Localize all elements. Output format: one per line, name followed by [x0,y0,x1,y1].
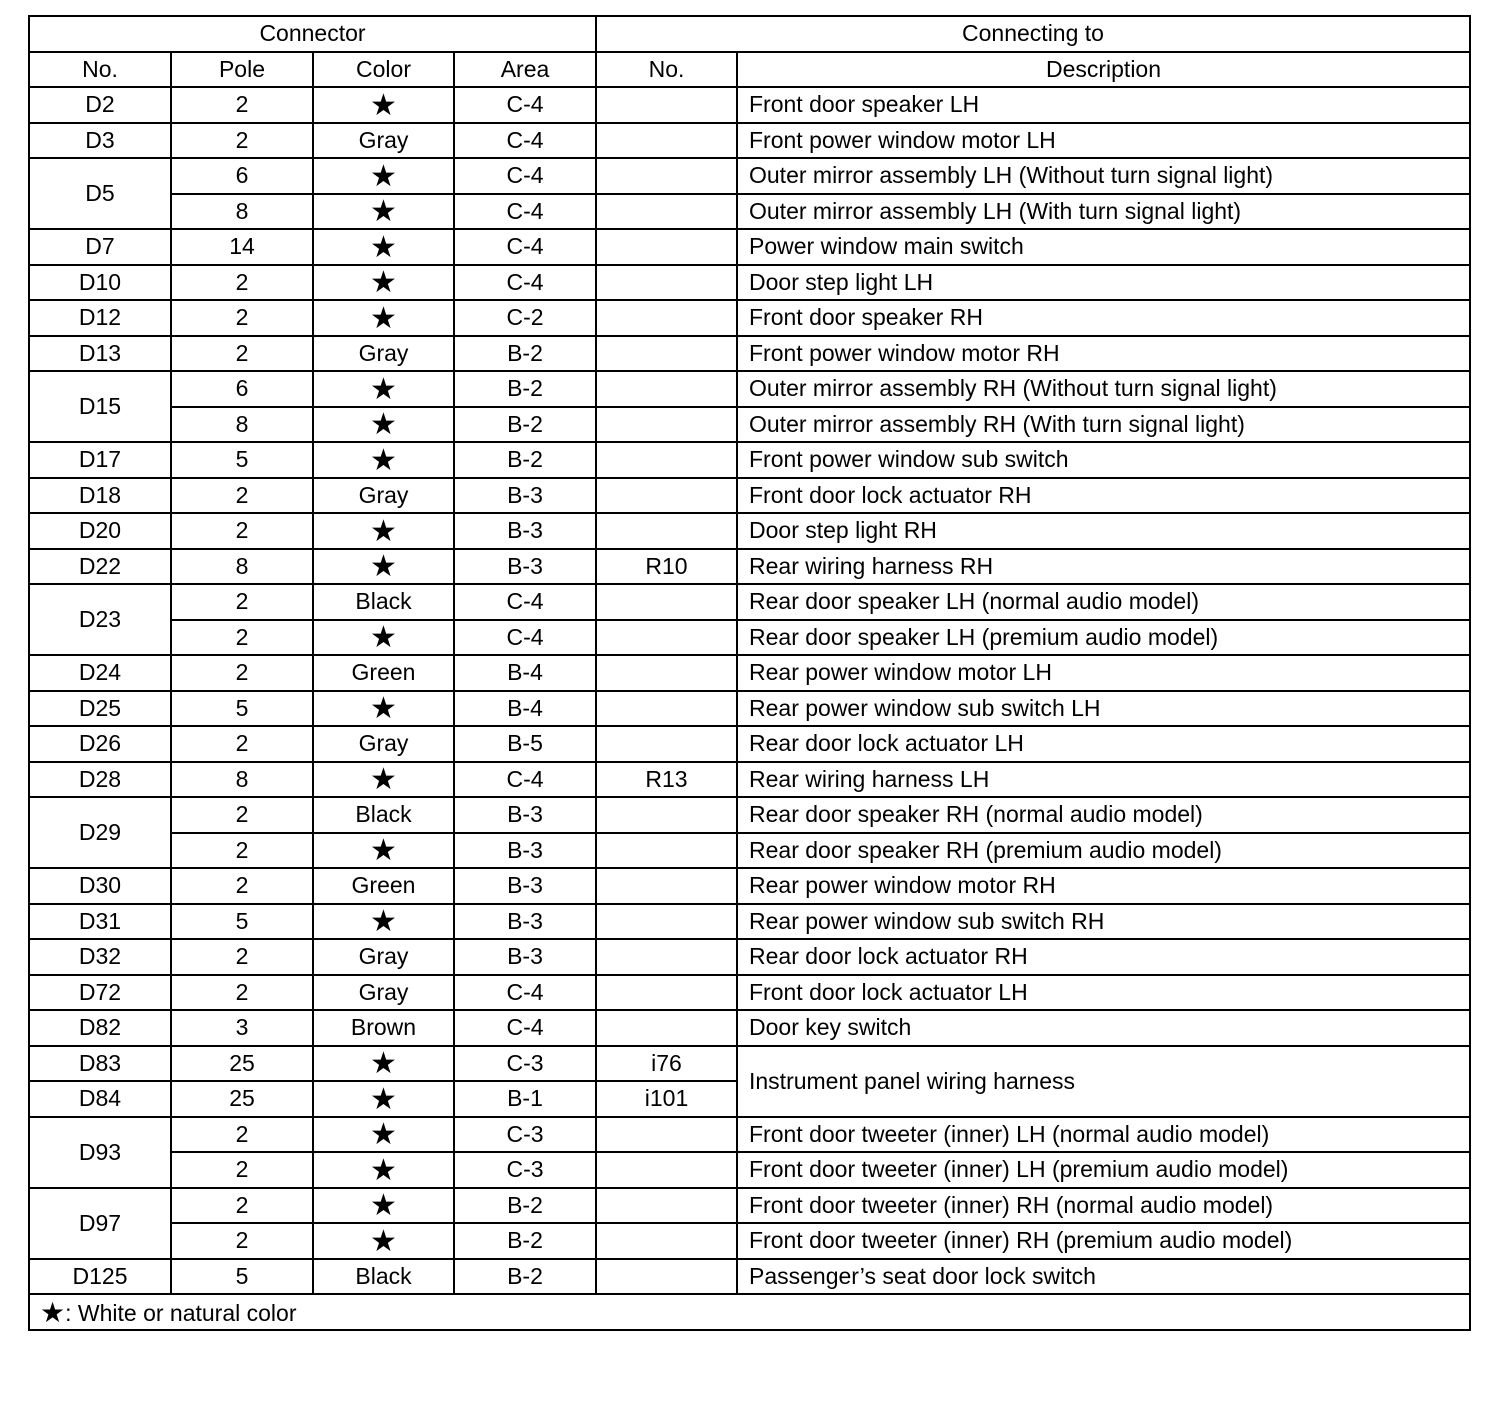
area-code: B-3 [454,478,596,514]
table-row [29,336,1470,372]
description: Rear power window motor RH [737,868,1470,904]
legend [29,1294,1470,1330]
connecting-no [596,797,737,833]
table-row [29,868,1470,904]
connecting-no [596,1259,737,1295]
description: Rear door speaker RH (normal audio model) [737,797,1470,833]
star-icon: ★ [40,1296,66,1328]
pole-count: 2 [171,300,313,336]
connector-no: D125 [29,1259,171,1295]
pole-count: 8 [171,194,313,230]
star-icon: ★ [370,1118,397,1152]
color-cell [313,1117,454,1153]
connecting-no [596,868,737,904]
area-code: C-4 [454,975,596,1011]
table-row [29,158,1470,194]
connector-no: D20 [29,513,171,549]
connector-no: D17 [29,442,171,478]
description: Front door lock actuator RH [737,478,1470,514]
description: Front door speaker LH [737,87,1470,123]
connector-no: D93 [29,1117,171,1188]
table-row [29,442,1470,478]
connecting-no [596,371,737,407]
header-no: No. [29,52,171,88]
color-value: Black [313,1259,454,1295]
star-icon: ★ [370,230,397,264]
connector-no: D72 [29,975,171,1011]
description: Door step light LH [737,265,1470,301]
color-cell [313,549,454,585]
pole-count: 14 [171,229,313,265]
connector-no: D31 [29,904,171,940]
color-cell [313,1188,454,1224]
table-row [29,407,1470,443]
color-cell [313,1152,454,1188]
connecting-no [596,975,737,1011]
table-row [29,1188,1470,1224]
area-code: B-1 [454,1081,596,1117]
pole-count: 2 [171,1152,313,1188]
area-code: C-4 [454,123,596,159]
color-cell [313,229,454,265]
table-row [29,620,1470,656]
area-code: B-2 [454,407,596,443]
area-code: C-3 [454,1046,596,1082]
table-row [29,1010,1470,1046]
color-value: Gray [313,975,454,1011]
color-value: Gray [313,123,454,159]
area-code: C-4 [454,584,596,620]
pole-count: 2 [171,655,313,691]
connecting-no [596,620,737,656]
color-cell [313,762,454,798]
area-code: B-3 [454,797,596,833]
connector-no: D97 [29,1188,171,1259]
connecting-no [596,1223,737,1259]
area-code: B-3 [454,904,596,940]
connector-no: D2 [29,87,171,123]
pole-count: 2 [171,478,313,514]
pole-count: 2 [171,1117,313,1153]
header-connecting-to: Connecting to [596,16,1470,52]
description: Door step light RH [737,513,1470,549]
connecting-no [596,904,737,940]
header-area: Area [454,52,596,88]
color-value: Green [313,868,454,904]
description: Rear door speaker RH (premium audio model) [737,833,1470,869]
color-value: Brown [313,1010,454,1046]
pole-count: 2 [171,833,313,869]
header-pole: Pole [171,52,313,88]
table-row [29,1223,1470,1259]
pole-count: 2 [171,868,313,904]
table-row [29,762,1470,798]
area-code: C-4 [454,194,596,230]
connector-no: D30 [29,868,171,904]
area-code: B-4 [454,691,596,727]
star-icon: ★ [370,550,397,584]
connecting-no [596,407,737,443]
pole-count: 8 [171,762,313,798]
connector-no: D83 [29,1046,171,1082]
connector-no: D22 [29,549,171,585]
star-icon: ★ [370,1224,397,1258]
star-icon: ★ [370,301,397,335]
color-value: Gray [313,939,454,975]
description: Instrument panel wiring harness [737,1046,1470,1117]
connecting-no [596,1117,737,1153]
description: Rear wiring harness LH [737,762,1470,798]
description: Door key switch [737,1010,1470,1046]
pole-count: 2 [171,265,313,301]
description: Front door lock actuator LH [737,975,1470,1011]
pole-count: 2 [171,1188,313,1224]
area-code: C-4 [454,87,596,123]
star-icon: ★ [370,88,397,122]
connector-no: D28 [29,762,171,798]
table-row [29,797,1470,833]
table-row [29,1046,1470,1082]
table-row [29,123,1470,159]
table-row [29,265,1470,301]
legend-row [29,1294,1470,1330]
connector-no: D10 [29,265,171,301]
connecting-no [596,833,737,869]
connecting-no [596,87,737,123]
table-row [29,1117,1470,1153]
description: Outer mirror assembly RH (With turn signal light) [737,407,1470,443]
color-cell [313,833,454,869]
pole-count: 5 [171,442,313,478]
color-cell [313,620,454,656]
color-cell [313,442,454,478]
star-icon: ★ [370,763,397,797]
table-row [29,478,1470,514]
color-cell [313,158,454,194]
description: Outer mirror assembly LH (Without turn signal light) [737,158,1470,194]
connecting-no: R13 [596,762,737,798]
connecting-no [596,513,737,549]
description: Outer mirror assembly RH (Without turn signal light) [737,371,1470,407]
pole-count: 2 [171,620,313,656]
color-cell [313,1081,454,1117]
star-icon: ★ [370,621,397,655]
star-icon: ★ [370,195,397,229]
header-conn-no: No. [596,52,737,88]
connecting-no [596,939,737,975]
area-code: B-3 [454,939,596,975]
star-icon: ★ [370,905,397,939]
connector-no: D29 [29,797,171,868]
description: Power window main switch [737,229,1470,265]
connecting-no [596,442,737,478]
table-row [29,1152,1470,1188]
area-code: B-2 [454,1188,596,1224]
connecting-no [596,123,737,159]
pole-count: 5 [171,1259,313,1295]
description: Rear wiring harness RH [737,549,1470,585]
color-value: Black [313,584,454,620]
description: Rear door speaker LH (premium audio model) [737,620,1470,656]
connecting-no [596,1188,737,1224]
pole-count: 8 [171,549,313,585]
column-header-row [29,52,1470,88]
color-cell [313,371,454,407]
star-icon: ★ [370,1047,397,1081]
pole-count: 25 [171,1081,313,1117]
color-cell [313,407,454,443]
area-code: B-2 [454,371,596,407]
description: Rear power window motor LH [737,655,1470,691]
description: Rear door speaker LH (normal audio model) [737,584,1470,620]
color-cell [313,87,454,123]
description: Rear power window sub switch LH [737,691,1470,727]
connector-no: D24 [29,655,171,691]
connector-no: D5 [29,158,171,229]
table-row [29,726,1470,762]
area-code: B-2 [454,1223,596,1259]
table-row [29,1259,1470,1295]
area-code: C-4 [454,620,596,656]
star-icon: ★ [370,159,397,193]
area-code: B-3 [454,833,596,869]
pole-count: 2 [171,726,313,762]
pole-count: 8 [171,407,313,443]
area-code: B-2 [454,1259,596,1295]
color-cell [313,265,454,301]
connecting-no [596,1010,737,1046]
connecting-no [596,300,737,336]
connecting-no [596,158,737,194]
connecting-no [596,265,737,301]
connector-no: D13 [29,336,171,372]
connecting-no [596,726,737,762]
pole-count: 25 [171,1046,313,1082]
table-row [29,87,1470,123]
area-code: C-4 [454,762,596,798]
star-icon: ★ [370,692,397,726]
star-icon: ★ [370,834,397,868]
color-cell [313,300,454,336]
area-code: C-3 [454,1152,596,1188]
area-code: B-3 [454,868,596,904]
description: Rear door lock actuator RH [737,939,1470,975]
connector-no: D32 [29,939,171,975]
header-description: Description [737,52,1470,88]
table-row [29,194,1470,230]
header-connector: Connector [29,16,596,52]
connector-no: D23 [29,584,171,655]
area-code: C-4 [454,158,596,194]
pole-count: 2 [171,975,313,1011]
pole-count: 2 [171,513,313,549]
description: Passenger’s seat door lock switch [737,1259,1470,1295]
group-header-row [29,16,1470,52]
connector-table [28,15,1471,1331]
area-code: B-3 [454,513,596,549]
color-cell [313,513,454,549]
table-row [29,655,1470,691]
description: Front door tweeter (inner) RH (normal audio model) [737,1188,1470,1224]
pole-count: 2 [171,797,313,833]
description: Front power window motor RH [737,336,1470,372]
table-row [29,549,1470,585]
color-value: Green [313,655,454,691]
pole-count: 6 [171,158,313,194]
description: Rear door lock actuator LH [737,726,1470,762]
star-icon: ★ [370,1082,397,1116]
connecting-no [596,478,737,514]
description: Front door tweeter (inner) LH (normal audio model) [737,1117,1470,1153]
area-code: B-5 [454,726,596,762]
connecting-no: i76 [596,1046,737,1082]
area-code: C-3 [454,1117,596,1153]
connecting-no: i101 [596,1081,737,1117]
connector-no: D7 [29,229,171,265]
color-cell [313,194,454,230]
star-icon: ★ [370,408,397,442]
connector-no: D84 [29,1081,171,1117]
description: Outer mirror assembly LH (With turn signal light) [737,194,1470,230]
connecting-no [596,655,737,691]
connecting-no [596,691,737,727]
pole-count: 2 [171,336,313,372]
star-icon: ★ [370,443,397,477]
pole-count: 2 [171,1223,313,1259]
table-row [29,833,1470,869]
area-code: C-4 [454,265,596,301]
connecting-no [596,336,737,372]
star-icon: ★ [370,1153,397,1187]
area-code: B-4 [454,655,596,691]
table-row [29,691,1470,727]
connecting-no [596,194,737,230]
table-row [29,229,1470,265]
color-value: Black [313,797,454,833]
pole-count: 2 [171,87,313,123]
connecting-no: R10 [596,549,737,585]
pole-count: 2 [171,584,313,620]
description: Front door speaker RH [737,300,1470,336]
star-icon: ★ [370,266,397,300]
area-code: B-2 [454,336,596,372]
description: Rear power window sub switch RH [737,904,1470,940]
pole-count: 2 [171,123,313,159]
connecting-no [596,584,737,620]
pole-count: 2 [171,939,313,975]
connecting-no [596,229,737,265]
table-row [29,975,1470,1011]
star-icon: ★ [370,372,397,406]
star-icon: ★ [370,514,397,548]
description: Front power window sub switch [737,442,1470,478]
connecting-no [596,1152,737,1188]
table-row [29,513,1470,549]
color-cell [313,691,454,727]
connector-no: D15 [29,371,171,442]
connector-no: D12 [29,300,171,336]
table-row [29,371,1470,407]
pole-count: 5 [171,691,313,727]
star-icon: ★ [370,1189,397,1223]
color-cell [313,904,454,940]
area-code: C-4 [454,229,596,265]
area-code: C-2 [454,300,596,336]
area-code: B-2 [454,442,596,478]
pole-count: 5 [171,904,313,940]
connector-no: D3 [29,123,171,159]
description: Front door tweeter (inner) RH (premium audio model) [737,1223,1470,1259]
header-color: Color [313,52,454,88]
pole-count: 3 [171,1010,313,1046]
area-code: C-4 [454,1010,596,1046]
legend-text: : White or natural color [65,1299,297,1326]
description: Front door tweeter (inner) LH (premium audio model) [737,1152,1470,1188]
table-row [29,904,1470,940]
color-cell [313,1223,454,1259]
color-value: Gray [313,336,454,372]
table-row [29,300,1470,336]
connector-no: D82 [29,1010,171,1046]
connector-no: D18 [29,478,171,514]
table-row [29,939,1470,975]
description: Front power window motor LH [737,123,1470,159]
connector-no: D26 [29,726,171,762]
pole-count: 6 [171,371,313,407]
color-value: Gray [313,478,454,514]
connector-no: D25 [29,691,171,727]
color-value: Gray [313,726,454,762]
table-row [29,584,1470,620]
area-code: B-3 [454,549,596,585]
color-cell [313,1046,454,1082]
